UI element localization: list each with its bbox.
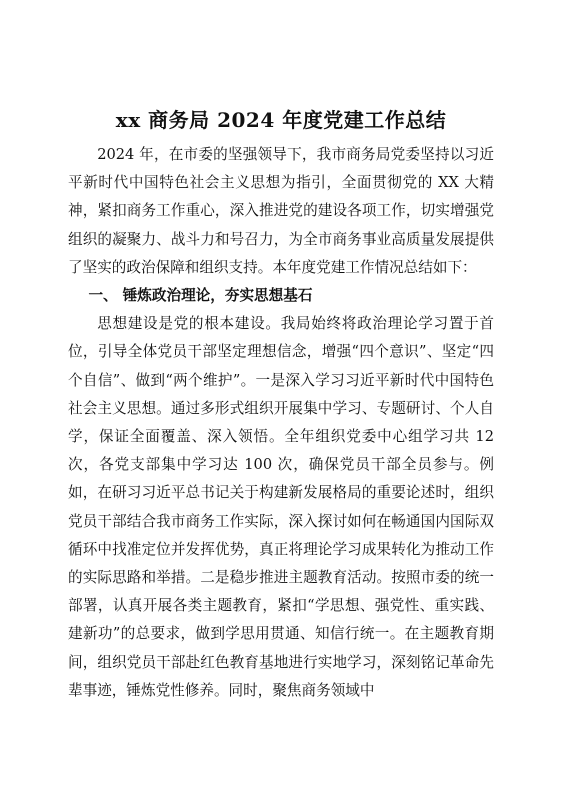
section-heading-1: 一、 锤炼政治理论，夯实思想基石 — [88, 287, 313, 305]
document-title: xx 商务局 2024 年度党建工作总结 — [115, 108, 447, 132]
intro-paragraph: 2024 年，在市委的坚强领导下，我市商务局党委坚持以习近平新时代中国特色社会主义思想为指引，全面贯彻党的 XX 大精神，紧扣商务工作重心，深入推进党的建设各项工作，切实增强党组织的凝聚力、战斗力和号召力，为全市商务事业高质量发展提供了坚实的政治保障和组织支持。本年度党建工作情况总结如下： — [68, 146, 494, 276]
section-body-1: 思想建设是党的根本建设。我局始终将政治理论学习置于首位，引导全体党员干部坚定理想信念，增强“四个意识”、坚定“四个自信”、做到“两个维护”。一是深入学习习近平新时代中国特色社会主义思想。通过多形式组织开展集中学习、专题研讨、个人自学，保证全面覆盖、深入领悟。全年组织党委中心组学习共 12 次，各党支部集中学习达 100 次，确保党员干部全员参与。例如，在研习习近平总书记关于构建新发展格局的重要论述时，组织党员干部结合我市商务工作实际，深入探讨如何在畅通国内国际双循环中找准定位并发挥优势，真正将理论学习成果转化为推动工作的实际思路和举措。二是稳步推进主题教育活动。按照市委的统一部署，认真开展各类主题教育，紧扣“学思想、强党性、重实践、建新功”的总要求，做到学思用贯通、知信行统一。在主题教育期间，组织党员干部赴红色教育基地进行实地学习，深刻铭记革命先辈事迹，锤炼党性修养。同时，聚焦商务领域中 — [68, 315, 494, 699]
